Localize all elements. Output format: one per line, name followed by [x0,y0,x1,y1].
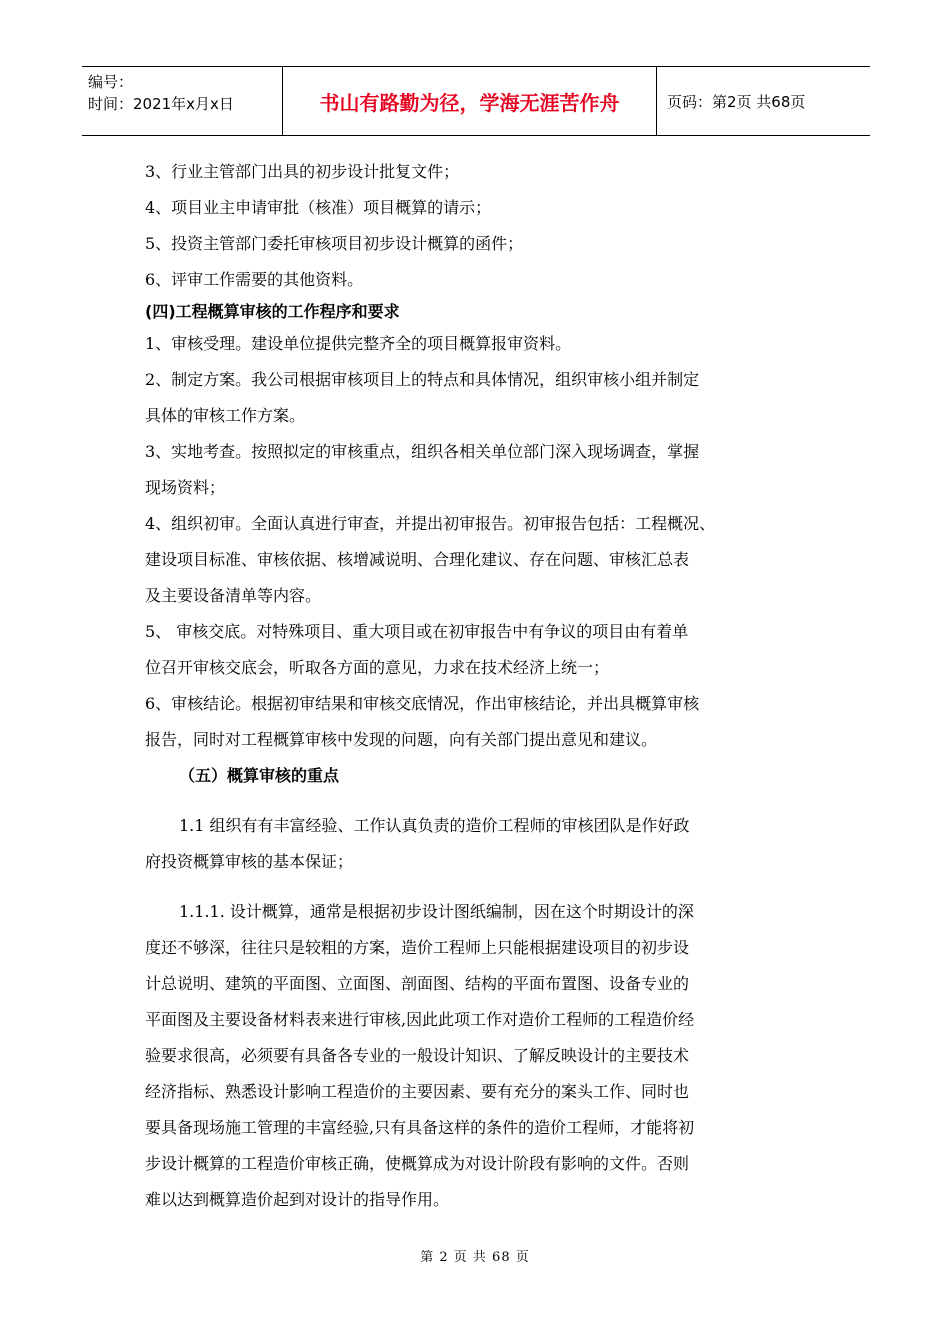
header-date: 时间：2021年x月x日 [88,95,234,113]
paragraph-line: 6、审核结论。根据初审结果和审核交底情况，作出审核结论，并出具概算审核 [145,694,700,713]
paragraph-line: 要具备现场施工管理的丰富经验,只有具备这样的条件的造价工程师，才能将初 [145,1118,695,1137]
page-footer: 第 2 页 共 68 页 [420,1250,530,1265]
paragraph-line: 验要求很高，必须要有具备各专业的一般设计知识、了解反映设计的主要技术 [145,1046,690,1065]
paragraph-line: 计总说明、建筑的平面图、立面图、剖面图、结构的平面布置图、设备专业的 [145,974,690,993]
paragraph-line: 平面图及主要设备材料表来进行审核,因此此项工作对造价工程师的工程造价经 [145,1010,695,1029]
page-header [82,66,870,136]
section-heading: (四)工程概算审核的工作程序和要求 [145,302,400,321]
paragraph-line: 1.1.1. 设计概算，通常是根据初步设计图纸编制，因在这个时期设计的深 [179,902,694,921]
paragraph-line: 府投资概算审核的基本保证； [145,852,354,871]
paragraph-line: 6、评审工作需要的其他资料。 [145,270,364,289]
paragraph-line: 度还不够深，往往只是较粗的方案，造价工程师上只能根据建设项目的初步设 [145,938,690,957]
paragraph-line: 1、审核受理。建设单位提供完整齐全的项目概算报审资料。 [145,334,572,353]
paragraph-line: 5、投资主管部门委托审核项目初步设计概算的函件； [145,234,524,253]
paragraph-line: 3、行业主管部门出具的初步设计批复文件； [145,162,460,181]
paragraph-line: 经济指标、熟悉设计影响工程造价的主要因素、要有充分的案头工作、同时也 [145,1082,690,1101]
paragraph-line: 具体的审核工作方案。 [145,406,306,425]
header-page-info: 页码：第2页 共68页 [667,92,806,111]
paragraph-line: 2、制定方案。我公司根据审核项目上的特点和具体情况，组织审核小组并制定 [145,370,700,389]
paragraph-line: 5、 审核交底。对特殊项目、重大项目或在初审报告中有争议的项目由有着单 [145,622,689,641]
header-number: 编号： [88,73,134,91]
paragraph-line: 1.1 组织有有丰富经验、工作认真负责的造价工程师的审核团队是作好政 [179,816,690,835]
paragraph-line: 4、组织初审。全面认真进行审查，并提出初审报告。初审报告包括：工程概况、 [145,514,716,533]
paragraph-line: 4、项目业主申请审批（核准）项目概算的请示； [145,198,492,217]
paragraph-line: 3、实地考查。按照拟定的审核重点，组织各相关单位部门深入现场调查，掌握 [145,442,700,461]
paragraph-line: 现场资料； [145,478,226,497]
paragraph-line: 难以达到概算造价起到对设计的指导作用。 [145,1190,450,1209]
header-motto: 书山有路勤为径，学海无涯苦作舟 [282,67,657,135]
paragraph-line: 位召开审核交底会，听取各方面的意见，力求在技术经济上统一； [145,658,610,677]
paragraph-line: 及主要设备清单等内容。 [145,586,322,605]
section-heading: （五）概算审核的重点 [179,766,340,785]
document-body [145,154,815,1218]
paragraph-line: 建设项目标准、审核依据、核增减说明、合理化建议、存在问题、审核汇总表 [145,550,690,569]
paragraph-line: 步设计概算的工程造价审核正确，使概算成为对设计阶段有影响的文件。否则 [145,1154,690,1173]
header-meta [82,67,282,135]
paragraph-line: 报告，同时对工程概算审核中发现的问题，向有关部门提出意见和建议。 [145,730,658,749]
